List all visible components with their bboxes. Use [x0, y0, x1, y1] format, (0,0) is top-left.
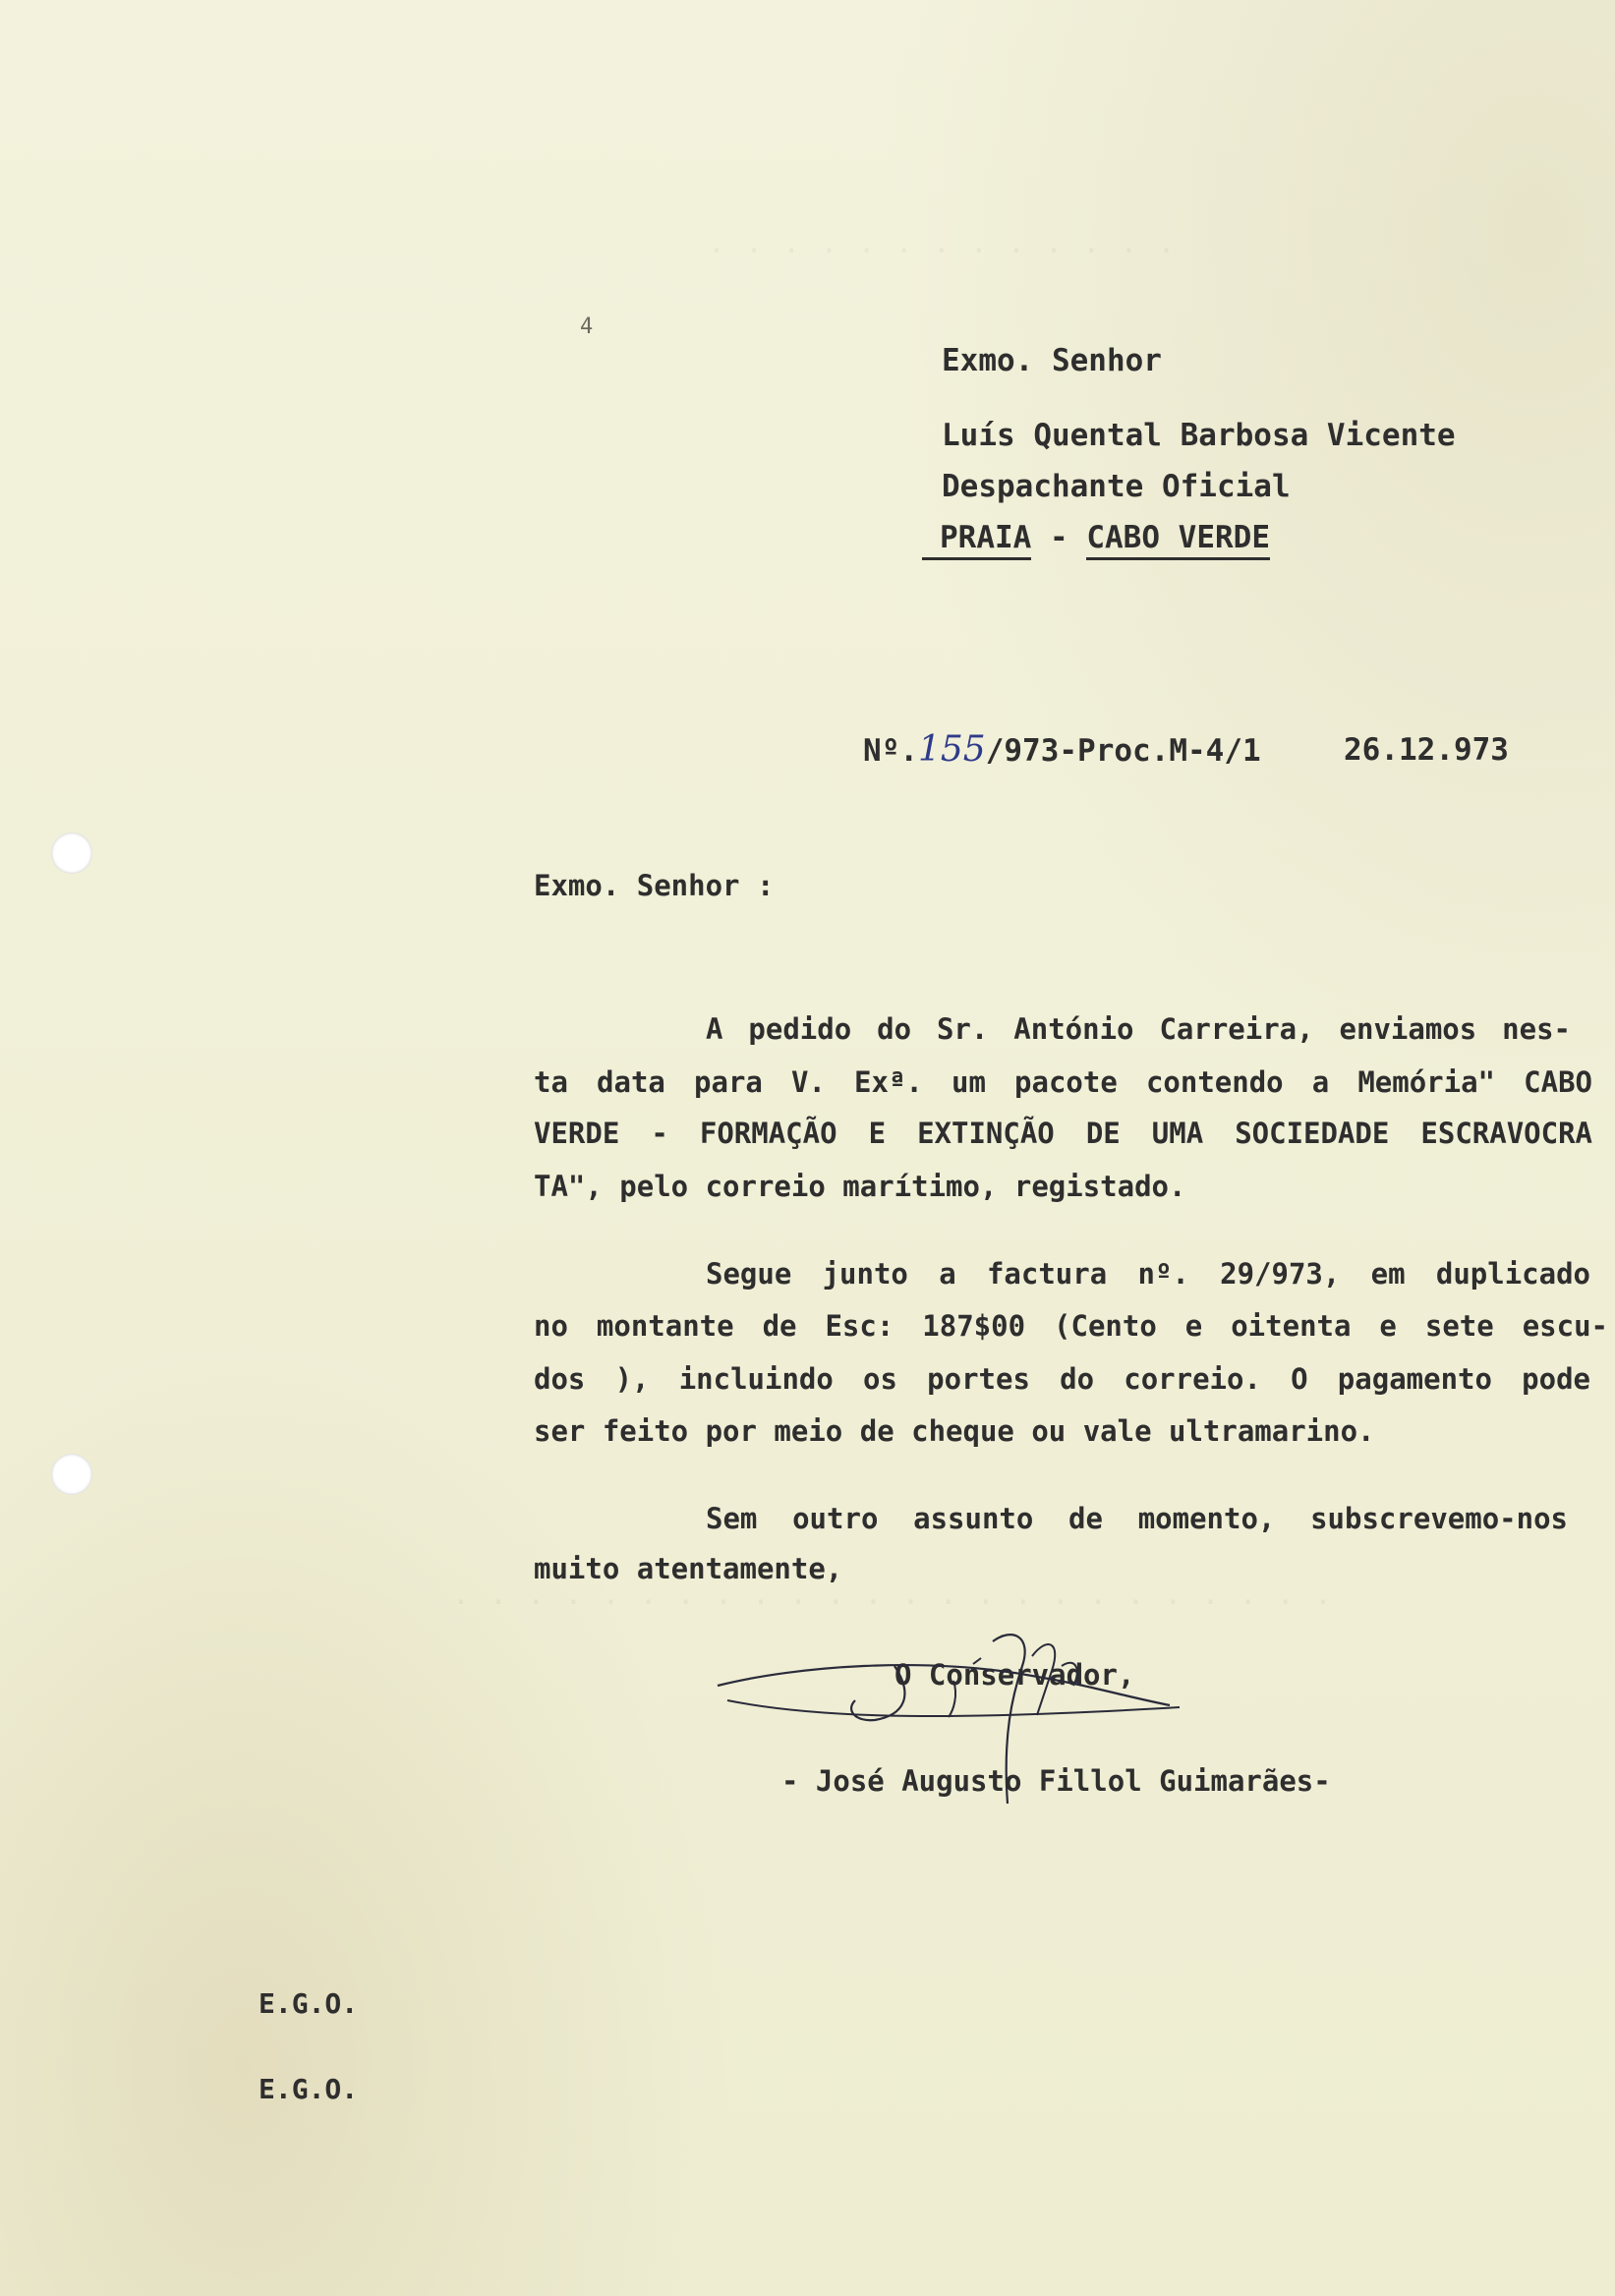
reference-prefix: Nº.	[863, 733, 918, 769]
salutation-top: Exmo. Senhor	[942, 343, 1162, 378]
paragraph1-line: TA", pelo correio marítimo, registado.	[534, 1170, 1186, 1203]
paragraph2-line: no montante de Esc: 187$00 (Cento e oitenta e sete escu-	[534, 1309, 1608, 1343]
paragraph3-line: muito atentamente,	[534, 1552, 843, 1585]
paragraph3-line: Sem outro assunto de momento, subscrevemo-nos	[706, 1502, 1568, 1535]
initials-2: E.G.O.	[259, 2073, 359, 2105]
location-separator: -	[1050, 520, 1068, 555]
paragraph1-line: ta data para V. Exª. um pacote contendo a Memória" CABO	[534, 1065, 1592, 1099]
signatory-name: - José Augusto Fillol Guimarães-	[781, 1764, 1331, 1798]
recipient-name: Luís Quental Barbosa Vicente	[942, 418, 1456, 453]
paragraph2-line: dos ), incluindo os portes do correio. O pagamento pode	[534, 1362, 1590, 1396]
paragraph2-line: Segue junto a factura nº. 29/973, em duplicado	[706, 1257, 1590, 1291]
page-number: 4	[580, 315, 594, 339]
paragraph1-line: A pedido do Sr. António Carreira, enviamos nes-	[706, 1012, 1571, 1046]
city: PRAIA	[922, 520, 1031, 560]
recipient-location	[922, 520, 1270, 555]
bleed-through-marks: . . . . . . . . . . . . . . . . . . . . . . . .	[452, 1578, 1333, 1612]
signatory-role: O Conservador,	[894, 1658, 1135, 1692]
paragraph1-line: VERDE - FORMAÇÃO E EXTINÇÃO DE UMA SOCIEDADE ESCRAVOCRA	[534, 1117, 1592, 1150]
punch-hole-bottom	[51, 1454, 92, 1495]
reference-number-handwritten: 155	[918, 729, 986, 770]
reference-line	[863, 729, 1261, 770]
reference-code: /973-Proc.M-4/1	[985, 733, 1261, 769]
initials-1: E.G.O.	[259, 1987, 359, 2020]
bleed-through-marks: . . . . . . . . . . . . .	[708, 226, 1177, 260]
letter-date: 26.12.973	[1344, 732, 1509, 768]
greeting: Exmo. Senhor :	[534, 869, 775, 902]
paragraph2-line: ser feito por meio de cheque ou vale ultramarino.	[534, 1414, 1375, 1448]
recipient-title: Despachante Oficial	[942, 469, 1291, 504]
punch-hole-top	[51, 832, 92, 874]
country: CABO VERDE	[1086, 520, 1270, 560]
